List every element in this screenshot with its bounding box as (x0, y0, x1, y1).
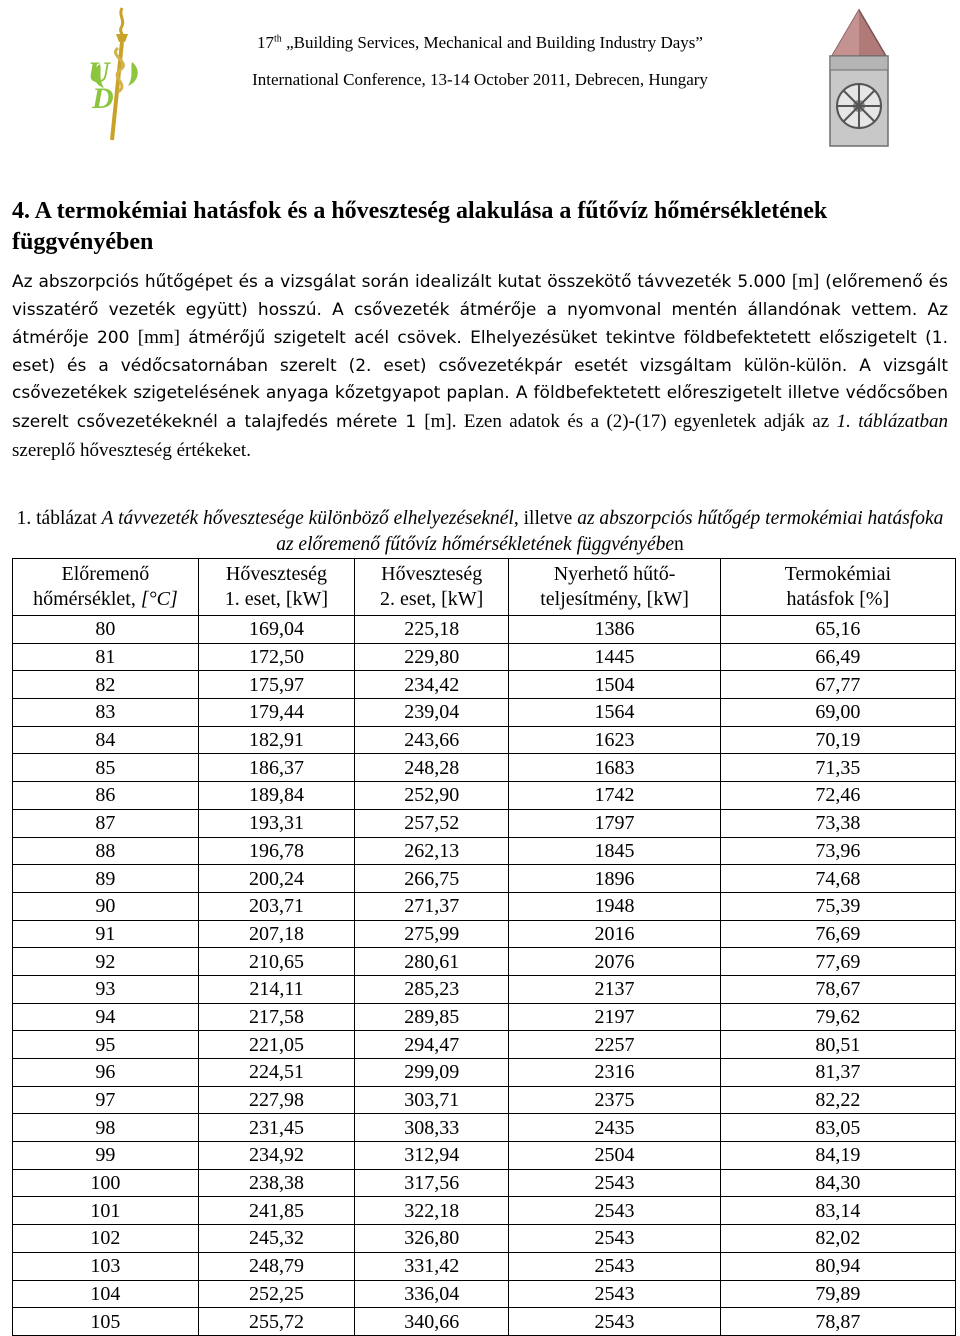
conference-title (0, 33, 960, 53)
table-row (13, 809, 956, 837)
table-row (13, 643, 956, 671)
table-row (13, 837, 956, 865)
table-row (13, 920, 956, 948)
loss-1-cell: 241,85 (198, 1197, 354, 1225)
header-line-1: Nyerhető hűtő- (553, 563, 676, 585)
header-line-2: teljesítmény, [kW] (540, 588, 689, 610)
header-line-1: Termokémiai (784, 563, 892, 585)
cooling-cell: 1845 (509, 837, 720, 865)
header-cell-loss-2 (355, 559, 509, 616)
loss-1-cell: 200,24 (198, 865, 354, 893)
efficiency-cell: 75,39 (720, 892, 955, 920)
table-row (13, 726, 956, 754)
temperature-cell: 85 (13, 754, 199, 782)
table-row (13, 671, 956, 699)
temperature-cell: 87 (13, 809, 199, 837)
efficiency-cell: 84,30 (720, 1169, 955, 1197)
efficiency-cell: 74,68 (720, 865, 955, 893)
loss-1-cell: 238,38 (198, 1169, 354, 1197)
temperature-cell: 80 (13, 616, 199, 644)
header-line-2: hatásfok [%] (786, 588, 890, 610)
unit-m-1: [m] (791, 271, 820, 292)
header-line-2: 1. eset, [kW] (224, 588, 329, 610)
loss-1-cell: 234,92 (198, 1142, 354, 1170)
efficiency-cell: 78,87 (720, 1308, 955, 1336)
temperature-cell: 88 (13, 837, 199, 865)
loss-1-cell: 172,50 (198, 643, 354, 671)
header-line-1: Hőveszteség (381, 563, 483, 585)
loss-1-cell: 207,18 (198, 920, 354, 948)
cooling-cell: 1504 (509, 671, 720, 699)
temperature-cell: 100 (13, 1169, 199, 1197)
table-row (13, 1252, 956, 1280)
efficiency-cell: 69,00 (720, 699, 955, 727)
temperature-cell: 90 (13, 892, 199, 920)
loss-2-cell: 289,85 (355, 1003, 509, 1031)
header-line-2: 2. eset, [kW] (380, 588, 484, 610)
loss-1-cell: 248,79 (198, 1252, 354, 1280)
efficiency-cell: 80,94 (720, 1252, 955, 1280)
header-cell-efficiency (720, 559, 955, 616)
loss-2-cell: 239,04 (355, 699, 509, 727)
cooling-cell: 1797 (509, 809, 720, 837)
table-row (13, 1003, 956, 1031)
temperature-cell: 96 (13, 1059, 199, 1087)
efficiency-cell: 65,16 (720, 616, 955, 644)
efficiency-cell: 73,38 (720, 809, 955, 837)
header-cell-temperature (13, 559, 199, 616)
loss-2-cell: 336,04 (355, 1280, 509, 1308)
efficiency-cell: 71,35 (720, 754, 955, 782)
temperature-cell: 82 (13, 671, 199, 699)
cooling-cell: 2543 (509, 1280, 720, 1308)
efficiency-cell: 77,69 (720, 948, 955, 976)
cooling-cell: 2543 (509, 1252, 720, 1280)
table-row (13, 1308, 956, 1336)
loss-2-cell: 326,80 (355, 1225, 509, 1253)
efficiency-cell: 83,05 (720, 1114, 955, 1142)
efficiency-cell: 70,19 (720, 726, 955, 754)
loss-1-cell: 189,84 (198, 782, 354, 810)
caption-italic-1: A távvezeték hővesztesége különböző elhelyezéseknél (101, 508, 514, 529)
temperature-cell: 94 (13, 1003, 199, 1031)
para-text-3: átmérőjű szigetelt acél csövek. Elhelyezésüket tekintve földbefektetett előszigetelt (1. eset) és a védőcsatornában szerelt (2. eset) csővezetékpár esetét vizsgáltam külön-külön. A vizsgált csővezetékek szigetelésének anyaga kőzetgyapot paplan. A földbefektetett előreszigetelt illetve védőcsőben szerelt csővezetékeknél a talajfedés mérete 1 (12, 328, 948, 432)
table-row (13, 1059, 956, 1087)
loss-2-cell: 229,80 (355, 643, 509, 671)
header-line-2: hőmérséklet, (33, 588, 141, 610)
loss-2-cell: 257,52 (355, 809, 509, 837)
loss-1-cell: 255,72 (198, 1308, 354, 1336)
table-row (13, 754, 956, 782)
header-line-1: Hőveszteség (225, 563, 327, 585)
header-cell-cooling (509, 559, 720, 616)
efficiency-cell: 78,67 (720, 975, 955, 1003)
table-row (13, 782, 956, 810)
temperature-cell: 91 (13, 920, 199, 948)
conf-title-text: „Building Services, Mechanical and Building Industry Days” (281, 33, 703, 52)
efficiency-cell: 72,46 (720, 782, 955, 810)
loss-2-cell: 340,66 (355, 1308, 509, 1336)
table-row (13, 892, 956, 920)
conf-ordinal: 17 (257, 33, 275, 52)
temperature-cell: 93 (13, 975, 199, 1003)
para-text-6: szereplő hőveszteség értékeket. (12, 439, 251, 461)
caption-italic-2: az abszorpciós hűtőgép termokémiai hatásfoka az előremenő fűtővíz hőmérsékletének függvényébe (276, 508, 944, 555)
table-row (13, 616, 956, 644)
cooling-cell: 1683 (509, 754, 720, 782)
table-body (13, 616, 956, 1336)
temperature-cell: 101 (13, 1197, 199, 1225)
loss-2-cell: 317,56 (355, 1169, 509, 1197)
cooling-cell: 2197 (509, 1003, 720, 1031)
efficiency-cell: 79,62 (720, 1003, 955, 1031)
efficiency-cell: 83,14 (720, 1197, 955, 1225)
cooling-cell: 2543 (509, 1169, 720, 1197)
loss-1-cell: 182,91 (198, 726, 354, 754)
temperature-cell: 104 (13, 1280, 199, 1308)
logo-letter-u: U (88, 56, 110, 89)
caption-mid: , illetve (513, 508, 578, 529)
cooling-cell: 1623 (509, 726, 720, 754)
loss-1-cell: 175,97 (198, 671, 354, 699)
cooling-cell: 1445 (509, 643, 720, 671)
efficiency-cell: 81,37 (720, 1059, 955, 1087)
loss-2-cell: 294,47 (355, 1031, 509, 1059)
efficiency-cell: 82,22 (720, 1086, 955, 1114)
loss-2-cell: 303,71 (355, 1086, 509, 1114)
data-table (12, 558, 956, 1336)
temperature-cell: 81 (13, 643, 199, 671)
logo-letter-d: D (92, 82, 114, 115)
cooling-cell: 1564 (509, 699, 720, 727)
efficiency-cell: 66,49 (720, 643, 955, 671)
loss-1-cell: 186,37 (198, 754, 354, 782)
loss-2-cell: 225,18 (355, 616, 509, 644)
temperature-cell: 86 (13, 782, 199, 810)
cooling-cell: 1386 (509, 616, 720, 644)
table-caption (14, 506, 946, 558)
temperature-cell: 98 (13, 1114, 199, 1142)
table-reference: 1. táblázatban (836, 410, 948, 432)
para-text-5: Ezen adatok és a (2)-(17) egyenletek adják az (463, 410, 837, 432)
cooling-cell: 1742 (509, 782, 720, 810)
loss-2-cell: 312,94 (355, 1142, 509, 1170)
loss-1-cell: 169,04 (198, 616, 354, 644)
table-row (13, 1114, 956, 1142)
cooling-cell: 2316 (509, 1059, 720, 1087)
loss-1-cell: 252,25 (198, 1280, 354, 1308)
section-heading: 4. A termokémiai hatásfok és a hőveszteség alakulása a fűtővíz hőmérsékletének függvényében (12, 198, 828, 255)
loss-1-cell: 217,58 (198, 1003, 354, 1031)
loss-2-cell: 275,99 (355, 920, 509, 948)
cooling-cell: 1896 (509, 865, 720, 893)
building-tower-logo-icon (822, 8, 896, 148)
efficiency-cell: 82,02 (720, 1225, 955, 1253)
loss-2-cell: 299,09 (355, 1059, 509, 1087)
cooling-cell: 1948 (509, 892, 720, 920)
loss-1-cell: 196,78 (198, 837, 354, 865)
loss-1-cell: 221,05 (198, 1031, 354, 1059)
loss-2-cell: 262,13 (355, 837, 509, 865)
header-cell-loss-1 (198, 559, 354, 616)
cooling-cell: 2543 (509, 1225, 720, 1253)
temperature-cell: 97 (13, 1086, 199, 1114)
efficiency-cell: 79,89 (720, 1280, 955, 1308)
table-row (13, 948, 956, 976)
loss-1-cell: 224,51 (198, 1059, 354, 1087)
unit-m-2: [m] (424, 410, 452, 432)
temperature-cell: 84 (13, 726, 199, 754)
caption-lead: 1. táblázat (16, 508, 102, 529)
loss-2-cell: 243,66 (355, 726, 509, 754)
para-text-4: . (451, 410, 464, 432)
conf-ordinal-sup: th (274, 33, 282, 45)
cooling-cell: 2435 (509, 1114, 720, 1142)
cooling-cell: 2504 (509, 1142, 720, 1170)
cooling-cell: 2137 (509, 975, 720, 1003)
cooling-cell: 2016 (509, 920, 720, 948)
efficiency-cell: 73,96 (720, 837, 955, 865)
temperature-cell: 102 (13, 1225, 199, 1253)
table-row (13, 1280, 956, 1308)
loss-2-cell: 280,61 (355, 948, 509, 976)
para-text-1: Az abszorpciós hűtőgépet és a vizsgálat során idealizált kutat összekötő távvezeték 5.000 (12, 272, 792, 292)
para-text-2: (előremenő és visszatérő vezeték együtt) hosszú. A csővezeték átmérője a nyomvonal mentén állandónak vettem. Az átmérője 200 (12, 272, 948, 349)
table-row (13, 865, 956, 893)
loss-2-cell: 322,18 (355, 1197, 509, 1225)
cooling-cell: 2543 (509, 1197, 720, 1225)
loss-2-cell: 266,75 (355, 865, 509, 893)
loss-2-cell: 331,42 (355, 1252, 509, 1280)
loss-1-cell: 214,11 (198, 975, 354, 1003)
temperature-cell: 103 (13, 1252, 199, 1280)
table-row (13, 1086, 956, 1114)
body-paragraph (12, 268, 948, 465)
building-logo (822, 8, 896, 148)
conference-subtitle: International Conference, 13-14 October 2011, Debrecen, Hungary (252, 70, 708, 89)
cooling-cell: 2076 (509, 948, 720, 976)
loss-1-cell: 227,98 (198, 1086, 354, 1114)
loss-1-cell: 179,44 (198, 699, 354, 727)
cooling-cell: 2375 (509, 1086, 720, 1114)
unit-mm: [mm] (137, 327, 180, 349)
caption-tail: n (674, 534, 684, 555)
table-header-row (13, 559, 956, 616)
table-row (13, 1142, 956, 1170)
efficiency-cell: 80,51 (720, 1031, 955, 1059)
efficiency-cell: 76,69 (720, 920, 955, 948)
header-line-1: Előremenő (61, 563, 150, 585)
table-row (13, 975, 956, 1003)
temperature-cell: 99 (13, 1142, 199, 1170)
table-row (13, 1031, 956, 1059)
loss-2-cell: 285,23 (355, 975, 509, 1003)
cooling-cell: 2543 (509, 1308, 720, 1336)
table-row (13, 1169, 956, 1197)
table-row (13, 1197, 956, 1225)
temperature-cell: 89 (13, 865, 199, 893)
loss-1-cell: 193,31 (198, 809, 354, 837)
table-row (13, 699, 956, 727)
loss-1-cell: 231,45 (198, 1114, 354, 1142)
table-row (13, 1225, 956, 1253)
loss-1-cell: 245,32 (198, 1225, 354, 1253)
temperature-cell: 105 (13, 1308, 199, 1336)
loss-1-cell: 203,71 (198, 892, 354, 920)
temperature-cell: 83 (13, 699, 199, 727)
temperature-cell: 95 (13, 1031, 199, 1059)
temperature-cell: 92 (13, 948, 199, 976)
efficiency-cell: 67,77 (720, 671, 955, 699)
cooling-cell: 2257 (509, 1031, 720, 1059)
loss-2-cell: 308,33 (355, 1114, 509, 1142)
loss-1-cell: 210,65 (198, 948, 354, 976)
loss-2-cell: 252,90 (355, 782, 509, 810)
loss-2-cell: 248,28 (355, 754, 509, 782)
header-unit: [°C] (140, 588, 178, 610)
page-header (0, 0, 960, 150)
loss-2-cell: 234,42 (355, 671, 509, 699)
efficiency-cell: 84,19 (720, 1142, 955, 1170)
loss-2-cell: 271,37 (355, 892, 509, 920)
